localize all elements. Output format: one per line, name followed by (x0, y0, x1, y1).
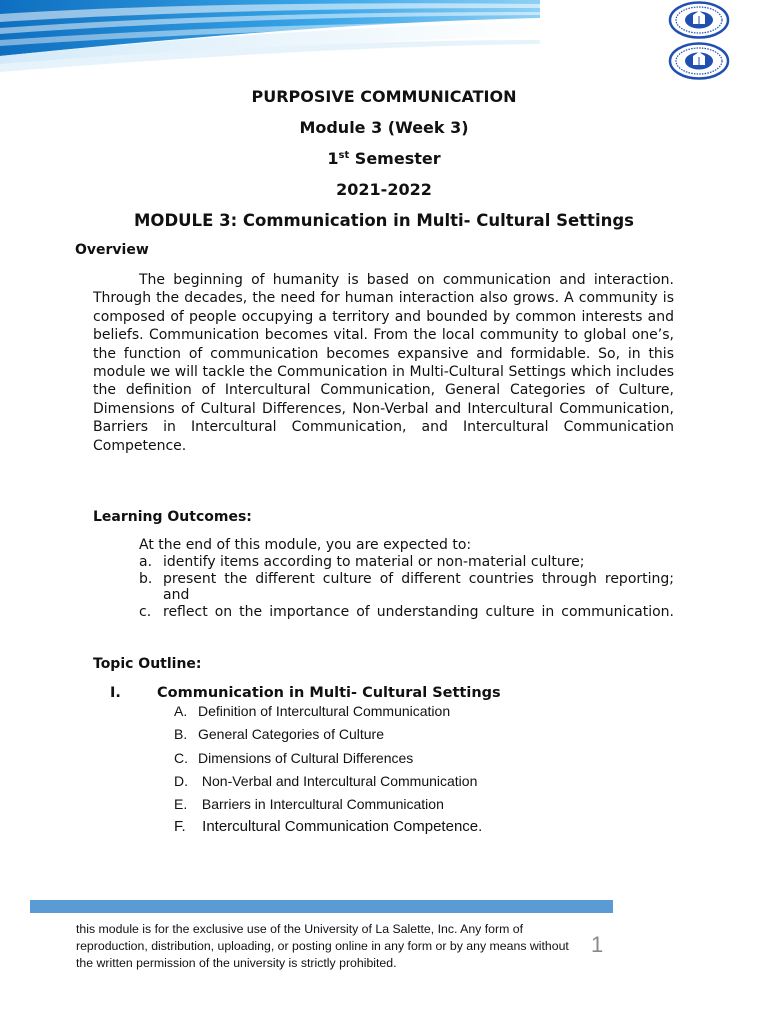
list-item (139, 571, 674, 604)
list-item (174, 724, 482, 747)
list-item (174, 771, 482, 794)
footer-bar (30, 900, 613, 913)
semester-ordinal: st (338, 150, 350, 161)
list-item (139, 554, 674, 571)
header-banner (0, 0, 540, 76)
list-item (139, 604, 674, 621)
module-week: Module 3 (Week 3) (299, 118, 469, 137)
list-item-text: Dimensions of Cultural Differences (198, 749, 414, 766)
list-item-label: E. (174, 796, 188, 813)
list-item (174, 817, 482, 840)
list-item-text: present the different culture of different countries through reporting; and (163, 570, 674, 604)
list-item-label: B. (174, 726, 188, 743)
outline-main-text: Communication in Multi- Cultural Settings (157, 685, 501, 701)
list-item (174, 794, 482, 817)
list-item-text: Intercultural Communication Competence. (198, 818, 483, 836)
course-title: PURPOSIVE COMMUNICATION (251, 87, 517, 106)
outline-main-topic (110, 685, 501, 701)
list-item-label: a. (139, 554, 153, 570)
list-item-label: D. (174, 772, 188, 789)
learning-outcomes-heading: Learning Outcomes: (93, 509, 252, 525)
semester (0, 149, 768, 168)
topic-outline-heading: Topic Outline: (93, 656, 202, 672)
module-title: MODULE 3: Communication in Multi- Cultural Settings (134, 211, 634, 230)
semester-word: Semester (349, 149, 441, 168)
list-item-text: identify items according to material or non-material culture; (163, 554, 585, 570)
list-item (174, 748, 482, 771)
outline-main-label: I. (110, 685, 121, 701)
list-item-text: Definition of Intercultural Communication (198, 703, 451, 719)
footer-notice: this module is for the exclusive use of the University of La Salette, Inc. Any form of reproduction, distribution, uploading, or posting online in any form or by any means without the written permission of the university is strictly prohibited. (76, 922, 569, 970)
learning-outcomes-list (139, 554, 674, 620)
list-item-text: reflect on the importance of understanding culture in communication. (163, 603, 674, 620)
page-number: 1 (591, 932, 604, 957)
learning-outcomes-intro: At the end of this module, you are expected to: (139, 537, 472, 553)
list-item-label: F. (174, 818, 186, 836)
list-item (174, 701, 482, 724)
list-item-text: General Categories of Culture (198, 726, 384, 743)
overview-paragraph: The beginning of humanity is based on communication and interaction. Through the decades, the need for human interaction also grows. A community is composed of people occupying a territory and bounded by common interests and beliefs. Communication becomes vital. From the local community to global one’s, the function of communication becomes expansive and formidable. So, in this module we will tackle the Communication in Multi-Cultural Settings which includes the definition of Intercultural Communication, General Categories of Culture, Dimensions of Cultural Differences, Non-Verbal and Intercultural Communication, Barriers in Intercultural Communication, and Intercultural Communication Competence. (93, 272, 674, 454)
list-item-label: c. (139, 603, 152, 620)
list-item-label: b. (139, 570, 153, 587)
outline-subtopics (174, 701, 482, 841)
list-item-label: A. (174, 703, 188, 719)
university-seal-icon (668, 1, 730, 39)
list-item-text: Barriers in Intercultural Communication (198, 796, 444, 813)
list-item-label: C. (174, 749, 188, 766)
list-item-text: Non-Verbal and Intercultural Communication (198, 772, 478, 789)
university-seal-icon (668, 42, 730, 80)
semester-number: 1 (327, 149, 339, 168)
overview-heading: Overview (75, 242, 149, 258)
school-year: 2021-2022 (336, 180, 432, 199)
